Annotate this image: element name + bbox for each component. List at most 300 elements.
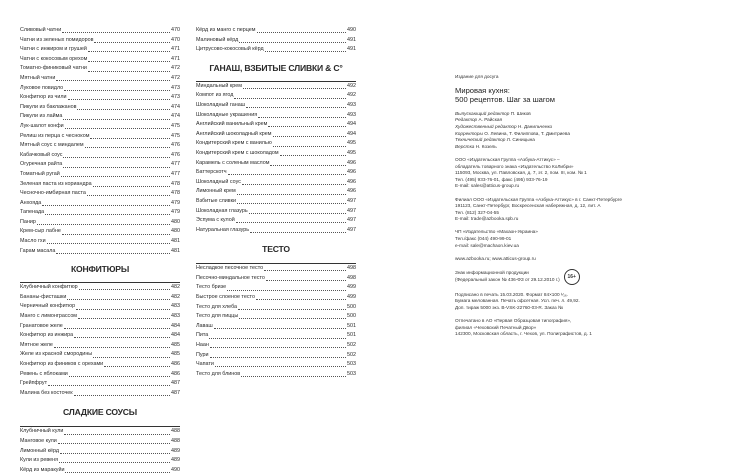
dot-leader [74, 395, 170, 396]
toc-entry-title: Пита [196, 332, 209, 339]
toc-entry-title: Грейпфрут [20, 380, 48, 387]
dot-leader [249, 213, 346, 214]
credit-line [455, 144, 655, 151]
toc-entry-page: 495 [347, 149, 356, 156]
toc-entry-page: 502 [347, 351, 356, 358]
toc-entry [196, 111, 356, 121]
toc-entry-title: Огуречная райта [20, 161, 63, 168]
toc-entry-page: 475 [171, 132, 180, 139]
toc-entry [20, 189, 180, 199]
toc-entry-page: 474 [171, 103, 180, 110]
toc-entry-title: Манговое кули [20, 437, 57, 444]
toc-entry [196, 360, 356, 370]
dot-leader [209, 338, 346, 339]
toc-entry [196, 130, 356, 140]
dot-leader [258, 117, 346, 118]
toc-entry-page: 487 [171, 380, 180, 387]
section-heading-ganache: ГАНАШ, ВЗБИТЫЕ СЛИВКИ & C° [209, 62, 343, 73]
dot-leader [246, 107, 346, 108]
toc-entry [196, 168, 356, 178]
toc-entry-page: 498 [347, 265, 356, 272]
toc-column-1 [20, 26, 180, 475]
toc-entry-title: Малина без косточек [20, 389, 73, 396]
toc-entry-title: Конфитюр из чили [20, 94, 67, 101]
toc-entry-page: 478 [171, 180, 180, 187]
dot-leader [94, 42, 170, 43]
toc-entry [196, 370, 356, 380]
toc-entry [196, 216, 356, 226]
toc-entry-title: Чатни с инжиром и грушей [20, 46, 87, 53]
toc-entry-title: Чапати [196, 361, 214, 368]
toc-entry-page: 498 [347, 274, 356, 281]
credit-line [455, 124, 655, 131]
dot-leader [62, 32, 170, 33]
toc-entry [20, 141, 180, 151]
toc-entry-title: Тесто для пиццы [196, 313, 239, 320]
toc-entry-title: Мятный соус с миндалем [20, 142, 84, 149]
printing-house [455, 318, 655, 338]
credit-name: О. Левина, Т. Филиппова, Т. Дмитриева [484, 130, 570, 136]
dot-leader [93, 357, 170, 358]
toc-entry [20, 199, 180, 209]
toc-entry-title: Баттерскотч [196, 169, 227, 176]
dot-leader [241, 376, 346, 377]
toc-entry-title: Миндальный крем [196, 82, 242, 89]
toc-entry-title: Лук-шалот конфи [20, 122, 64, 129]
toc-entry-title: Лимонный крем [196, 188, 236, 195]
credit-role: Технический редактор [455, 137, 506, 143]
toc-entry-page: 497 [347, 226, 356, 233]
dot-leader [242, 184, 346, 185]
toc-entry-page: 472 [171, 65, 180, 72]
toc-entry-page: 497 [347, 197, 356, 204]
toc-entry [20, 389, 180, 399]
dot-leader [210, 357, 346, 358]
toc-entry [20, 466, 180, 475]
toc-entry-title: Быстрое слоеное тесто [196, 294, 255, 301]
toc-entry [20, 180, 180, 190]
toc-entry [196, 293, 356, 303]
dot-leader [243, 88, 346, 89]
toc-entry-page: 489 [171, 447, 180, 454]
toc-entry-title: Малиновый кёрд [196, 36, 239, 43]
toc-entry-title: Тапенада [20, 209, 45, 216]
toc-entry-title: Английский ванильный крем [196, 121, 268, 128]
dot-leader [63, 157, 170, 158]
toc-entry [20, 237, 180, 247]
toc-entry [196, 159, 356, 169]
toc-entry-page: 492 [347, 92, 356, 99]
toc-entry [196, 178, 356, 188]
dot-leader [76, 309, 170, 310]
toc-entry [196, 312, 356, 322]
toc-entry-title: Эспума с кулой [196, 217, 235, 224]
toc-entry-title: Шоколадная глазурь [196, 207, 248, 214]
toc-entry-page: 474 [171, 113, 180, 120]
toc-entry-page: 502 [347, 342, 356, 349]
toc-entry-page: 476 [171, 151, 180, 158]
toc-entry [20, 283, 180, 293]
imprint-line: Подписано в печать 15.03.2020. Формат 84×100 ¹⁄₁₆. [455, 291, 569, 297]
toc-entry-page: 490 [171, 466, 180, 473]
toc-entry-title: Тесто бризе [196, 284, 227, 291]
credit-role: Редактор [455, 117, 478, 123]
toc-entry-page: 480 [171, 218, 180, 225]
toc-entry-page: 475 [171, 122, 180, 129]
dot-leader [88, 61, 170, 62]
toc-entry-title: Пикули из баклажанов [20, 103, 77, 110]
toc-entry-title: Натуральная глазурь [196, 226, 250, 233]
book-title: Мировая кухня: 500 рецептов. Шаг за шагом [455, 85, 555, 105]
dot-leader [90, 138, 170, 139]
dot-leader [54, 347, 170, 348]
dot-leader [47, 243, 170, 244]
dot-leader [48, 385, 170, 386]
toc-entry [196, 274, 356, 284]
toc-column-2 [196, 26, 356, 379]
toc-entry-title: Кондитерский крем с ванилью [196, 140, 272, 147]
imprint-line: Филиал ООО «Издательская Группа «Азбука-Аттикус» в г. Санкт-Петербурге [455, 196, 622, 202]
toc-entry-title: Шоколадный ганаш [196, 101, 246, 108]
imprint-line: Отпечатано в АО «Первая Образцовая типография», [455, 318, 572, 323]
toc-entry [20, 122, 180, 132]
toc-entry [20, 447, 180, 457]
toc-list [196, 264, 356, 379]
dot-leader [85, 147, 170, 148]
imprint-line: e-mail: sale@machaon.kiev.ua [455, 242, 519, 248]
toc-entry-page: 489 [171, 457, 180, 464]
dot-leader [64, 328, 170, 329]
toc-entry-page: 484 [171, 332, 180, 339]
toc-entry-title: Мятное желе [20, 341, 53, 348]
toc-entry [196, 341, 356, 351]
toc-entry [196, 226, 356, 236]
toc-entry-title: Релиш из перца с чесноком [20, 132, 90, 139]
credit-line [455, 117, 655, 124]
dot-leader [237, 194, 346, 195]
toc-entry-page: 470 [171, 27, 180, 33]
toc-entry [20, 36, 180, 46]
toc-entry-title: Конфитюр из инжира [20, 332, 74, 339]
imprint-line: обладатель товарного знака «Издательство КоЛибри» [455, 163, 574, 169]
toc-entry-page: 500 [347, 303, 356, 310]
toc-entry [20, 160, 180, 170]
toc-entry [20, 93, 180, 103]
toc-entry-title: Сливовый чатни [20, 27, 62, 33]
credit-role: Верстка [455, 143, 475, 149]
toc-entry-title: Английский шоколадный крем [196, 130, 272, 137]
toc-entry-title: Конфитюр из фиников с орехами [20, 361, 104, 367]
toc-entry [20, 302, 180, 312]
toc-list [196, 82, 356, 236]
toc-entry-page: 481 [171, 247, 180, 254]
dot-leader [59, 462, 170, 463]
toc-entry-title: Анхоядa [20, 199, 42, 206]
dot-leader [239, 42, 346, 43]
toc-entry [20, 132, 180, 142]
imprint-line: ООО «Издательская Группа «Азбука-Аттикус» – [455, 156, 560, 162]
imprint-line: Тел./факс (044) 490-99-01 [455, 236, 512, 242]
publisher-spb [455, 197, 655, 223]
dot-leader [56, 253, 170, 254]
dot-leader [62, 234, 170, 235]
toc-entry [196, 331, 356, 341]
dot-leader [58, 443, 170, 444]
toc-entry-page: 501 [347, 322, 356, 329]
dot-leader [273, 136, 347, 137]
toc-entry [20, 322, 180, 332]
toc-list [20, 427, 180, 475]
toc-entry-title: Чатни с кокосовым орехом [20, 55, 88, 62]
dot-leader [77, 109, 170, 110]
toc-entry-page: 471 [171, 46, 180, 53]
dot-leader [69, 376, 170, 377]
dot-leader [78, 318, 170, 319]
info-sign-row: Знак информационной продукции (Федеральный закон № 436-ФЗ от 29.12.2010 г.) 16+ [455, 269, 655, 285]
toc-entry-page: 479 [171, 199, 180, 206]
credit-line [455, 137, 655, 144]
imprint-line: 191123, Санкт-Петербург, Воскресенская набережная, д. 12, лит. А [455, 203, 601, 209]
toc-entry-title: Луковое повидло [20, 84, 64, 91]
section-heading-dough: ТЕСТО [262, 244, 290, 255]
toc-entry-page: 503 [347, 370, 356, 377]
dot-leader [88, 71, 170, 72]
toc-entry-page: 488 [171, 437, 180, 444]
toc-entry-title: Карамель с соленым маслом [196, 159, 270, 166]
toc-entry-title: Шоколадный соус [196, 178, 241, 185]
toc-entry [20, 112, 180, 122]
toc-entry [20, 341, 180, 351]
toc-entry [20, 247, 180, 257]
toc-entry-title: Несладкое песочное тесто [196, 265, 264, 272]
dot-leader [237, 203, 346, 204]
toc-entry [196, 351, 356, 361]
dot-leader [64, 434, 170, 435]
toc-entry [196, 303, 356, 313]
section-heading-sweet-sauces: СЛАДКИЕ СОУСЫ [62, 407, 138, 418]
toc-entry [20, 227, 180, 237]
toc-entry [20, 360, 180, 370]
toc-entry [20, 379, 180, 389]
toc-entry-page: 482 [171, 284, 180, 291]
toc-entry [20, 456, 180, 466]
age-rating-badge: 16+ [564, 269, 580, 285]
toc-entry-page: 499 [347, 284, 356, 291]
dot-leader [227, 290, 346, 291]
toc-entry-title: Черничный конфитюр [20, 303, 76, 310]
toc-entry [20, 437, 180, 447]
dot-leader [56, 80, 170, 81]
toc-entry [20, 64, 180, 74]
toc-entry-page: 473 [171, 94, 180, 101]
publication-type: Издание для досуга [455, 74, 499, 79]
toc-entry-page: 492 [347, 82, 356, 89]
credit-name: П. Шиков [510, 110, 531, 116]
toc-entry-title: Клубничный конфитюр [20, 284, 78, 291]
toc-entry-title: Кёрд из маракуйи [20, 466, 65, 473]
toc-entry-title: Шоколадные украшения [196, 111, 258, 118]
toc-entry-title: Наан [196, 342, 209, 349]
toc-entry-page: 501 [347, 332, 356, 339]
left-page [0, 0, 375, 473]
dot-leader [270, 165, 346, 166]
dot-leader [37, 224, 170, 225]
toc-entry-page: 493 [347, 101, 356, 108]
toc-entry-title: Ревень с яблоками [20, 370, 68, 377]
dot-leader [268, 126, 346, 127]
toc-entry-page: 486 [171, 361, 180, 367]
toc-entry-page: 494 [347, 130, 356, 137]
credits-list [455, 111, 655, 151]
toc-entry [20, 218, 180, 228]
toc-entry-title: Чатни из зеленых помидоров [20, 36, 94, 43]
toc-entry-title: Клубничный кули [20, 428, 64, 435]
toc-entry-page: 497 [347, 217, 356, 224]
toc-entry-title: Лаваш [196, 322, 213, 329]
toc-entry-page: 472 [171, 74, 180, 81]
toc-entry-page: 477 [171, 170, 180, 177]
toc-entry-title: Кабачковый соус [20, 151, 63, 158]
toc-entry-page: 496 [347, 188, 356, 195]
toc-entry-title: Пури [196, 351, 209, 358]
dot-leader [68, 99, 170, 100]
dot-leader [228, 174, 346, 175]
credit-name: Н. Данильченко [517, 123, 553, 129]
toc-entry-title: Взбитые сливки [196, 197, 237, 204]
toc-entry-page: 491 [347, 36, 356, 43]
dot-leader [214, 328, 346, 329]
toc-entry-page: 485 [171, 351, 180, 358]
toc-entry [196, 120, 356, 130]
dot-leader [79, 289, 170, 290]
toc-entry-page: 486 [171, 370, 180, 377]
dot-leader [239, 318, 346, 319]
toc-entry [20, 103, 180, 113]
toc-entry [20, 370, 180, 380]
toc-entry-page: 496 [347, 178, 356, 185]
toc-entry-page: 488 [171, 428, 180, 435]
toc-entry [20, 45, 180, 55]
website-line: www.azbooka.ru; www.atticus-group.ru [455, 255, 536, 261]
imprint-line: E-mail: sales@atticus-group.ru [455, 183, 520, 189]
dot-leader [65, 472, 170, 473]
toc-entry-title: Песочно-миндальное тесто [196, 274, 265, 281]
dot-leader [250, 232, 346, 233]
toc-entry-title: Желе из красной смородины [20, 351, 93, 358]
toc-entry-page: 480 [171, 228, 180, 235]
toc-entry-page: 500 [347, 313, 356, 320]
toc-entry-page: 473 [171, 84, 180, 91]
toc-entry-page: 496 [347, 159, 356, 166]
toc-entry [196, 82, 356, 92]
toc-entry [20, 151, 180, 161]
dot-leader [67, 299, 170, 300]
toc-entry [20, 312, 180, 322]
toc-entry [196, 36, 356, 46]
dot-leader [63, 167, 170, 168]
toc-entry-title: Томатно-финиковый чатни [20, 65, 87, 72]
toc-entry-page: 487 [171, 389, 180, 396]
dot-leader [88, 51, 170, 52]
toc-entry-page: 479 [171, 209, 180, 216]
toc-entry-page: 497 [347, 207, 356, 214]
dot-leader [74, 337, 170, 338]
toc-entry [20, 208, 180, 218]
toc-entry-page: 493 [347, 111, 356, 118]
toc-entry-title: Мятный чатни [20, 74, 56, 81]
toc-entry-title: Тесто для блинов [196, 370, 241, 377]
toc-entry-title: Пикули из лайма [20, 113, 63, 120]
toc-entry-title: Компот из ягод [196, 92, 234, 99]
toc-entry [196, 197, 356, 207]
imprint-block [455, 74, 655, 338]
toc-entry-page: 490 [347, 27, 356, 33]
toc-list [20, 283, 180, 398]
dot-leader [266, 280, 346, 281]
toc-entry [196, 207, 356, 217]
toc-entry [196, 101, 356, 111]
toc-entry-page: 499 [347, 294, 356, 301]
publisher-moscow [455, 157, 655, 190]
toc-entry [196, 187, 356, 197]
toc-entry-title: Кондитерский крем с шоколадом [196, 149, 279, 156]
dot-leader [257, 32, 347, 33]
toc-entry-title: Гарам масала [20, 247, 56, 254]
credit-role: Выпускающий редактор [455, 110, 510, 116]
dot-leader [63, 119, 170, 120]
section-heading-confitures: КОНФИТЮРЫ [70, 264, 130, 275]
toc-entry-page: 476 [171, 142, 180, 149]
toc-entry-page: 491 [347, 46, 356, 53]
toc-entry [20, 427, 180, 437]
imprint-line: Доп. тираж 5000 экз. B-VSK-22760-03-R. Заказ № [455, 304, 563, 310]
dot-leader [256, 299, 346, 300]
dot-leader [65, 128, 170, 129]
imprint-line: Бумага мелованная. Печать офсетная. Усл. печ. л. 49,92. [455, 298, 580, 304]
toc-list [20, 26, 180, 256]
credit-name: Н. Козель [475, 143, 497, 149]
toc-entry [196, 322, 356, 332]
imprint-line: ЧП «Издательство «Махаон-Украина» [455, 229, 538, 235]
imprint-line: 115093, Москва, ул. Павловская, д. 7, эт. 2, пом. III, ком. № 1 [455, 170, 587, 176]
toc-entry [20, 26, 180, 36]
toc-entry-page: 483 [171, 303, 180, 310]
dot-leader [45, 214, 170, 215]
dot-leader [64, 90, 170, 91]
toc-entry-page: 470 [171, 36, 180, 43]
toc-entry [20, 331, 180, 341]
toc-entry-title: Панир [20, 218, 36, 225]
imprint-line: Тел. (495) 933-76-01, факс (495) 933-76-19 [455, 176, 548, 182]
toc-entry [20, 74, 180, 84]
toc-entry-page: 481 [171, 238, 180, 245]
dot-leader [280, 155, 346, 156]
toc-list [196, 26, 356, 55]
toc-entry [196, 26, 356, 36]
toc-entry-page: 495 [347, 140, 356, 147]
dot-leader [60, 453, 170, 454]
toc-entry [20, 293, 180, 303]
toc-entry [20, 55, 180, 65]
toc-entry-page: 482 [171, 293, 180, 300]
toc-entry [196, 283, 356, 293]
toc-entry [20, 350, 180, 360]
dot-leader [61, 176, 170, 177]
toc-entry-title: Кёрд из манго с перцем [196, 27, 256, 33]
toc-entry-page: 483 [171, 313, 180, 320]
toc-entry-title: Манго с лимонграссом [20, 313, 78, 320]
toc-entry [20, 170, 180, 180]
